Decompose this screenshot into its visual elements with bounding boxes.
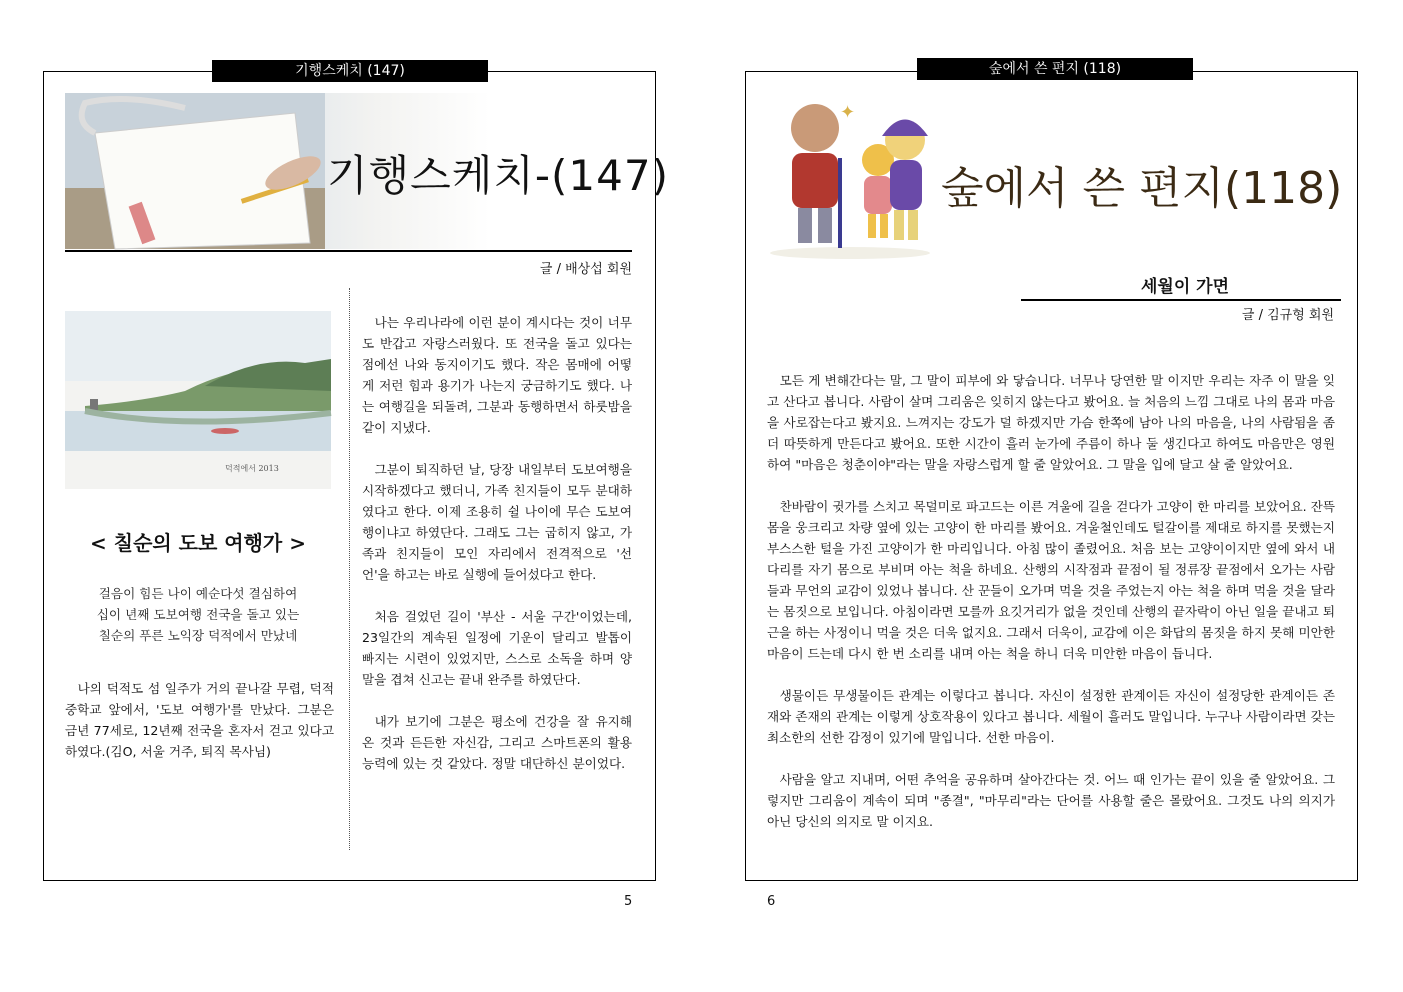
right-subtitle: 세월이 가면 <box>1140 277 1230 297</box>
left-intro <box>65 678 334 783</box>
caption-line: 칠순의 푸른 노익장 덕적에서 만났네 <box>98 628 298 643</box>
left-body <box>362 312 632 795</box>
left-author: 글 / 배상섭 회원 <box>539 262 632 277</box>
right-page-number: 6 <box>767 894 776 909</box>
caption-line: 십이 년째 도보여행 전국을 돌고 있는 <box>96 607 300 622</box>
paragraph: 처음 걸었던 길이 '부산 - 서울 구간'이었는데, 23일간의 계속된 일정에 기운이 달리고 발톱이 빠지는 시련이 있었지만, 스스로 소독을 하며 양말을 겹쳐 신고는 끝내 완주를 하였단다. <box>362 609 632 687</box>
watercolor-painting <box>65 311 331 489</box>
left-caption <box>65 583 331 646</box>
left-banner <box>65 93 669 249</box>
left-subtitle: < 칠순의 도보 여행가 > <box>90 531 306 555</box>
right-body <box>767 370 1335 853</box>
paragraph: 모든 게 변해간다는 말, 그 말이 피부에 와 닿습니다. 너무나 당연한 말 이지만 우리는 자주 이 말을 잊고 산다고 봅니다. 사람이 살며 그리움은 잊히지 않는다고 봤어요. 늘 처음의 느낌 그대로 나의 몸과 마음을 사로잡는다고 봤지요. 느껴지는 강도가 덜 하겠지만 가슴 한쪽에 남아 나의 마음을, 나의 사람됨을 좀 더 따뜻하게 만든다고 봤어요. 또한 시간이 흘러 눈가에 주름이 하나 둘 생긴다고 하여도 마음만은 영원하여 "마음은 청춘이야"라는 말을 자랑스럽게 할 줄 알았어요. 그 말을 입에 달고 살 줄 알았어요. <box>767 373 1335 472</box>
right-banner-title: 숲에서 쓴 편지(118) <box>941 163 1343 214</box>
paragraph: 내가 보기에 그분은 평소에 건강을 잘 유지해 온 것과 든든한 자신감, 그리고 스마트폰의 활용 능력에 있는 것 같았다. 정말 대단하신 분이었다. <box>362 714 632 771</box>
paragraph: 나는 우리나라에 이런 분이 계시다는 것이 너무도 반갑고 자랑스러웠다. 또 전국을 돌고 있다는 점에선 나와 동지이기도 했다. 작은 몸매에 어떻게 저런 힘과 용기가 나는지 궁금하기도 했다. 나는 여행길을 되돌려, 그분과 동행하면서 하룻밤을 같이 지냈다. <box>362 315 632 435</box>
paragraph: 찬바람이 귓가를 스치고 목덜미로 파고드는 이른 겨울에 길을 걷다가 고양이 한 마리를 보았어요. 잔뜩 몸을 웅크리고 차량 옆에 있는 고양이 한 마리를 봤어요. 겨울철인데도 털갈이를 제대로 하지를 못했는지 부스스한 털을 가진 고양이가 한 마리입니다. 아침 많이 졸렸어요. 처음 보는 고양이이지만 옆에 와서 내 다리를 자기 몸으로 부비며 아는 척을 하네요. 산행의 시작점과 끝점이 될 정류장 끝점에서 오가는 사람들과 무언의 교감이 있었나 봅니다. 산 꾼들이 오가며 먹을 것을 주었는지 아는 척을 하며 먹을 것을 달라는 몸짓으로 보입니다. 아침이라면 모를까 요깃거리가 없을 것인데 산행의 끝자락이 아닌 일을 끝내고 퇴근을 하는 사정이니 먹을 것은 더욱 없지요. 그래서 더욱이, 교감에 이은 화답의 몸짓을 하지 못해 미안한 마음이 드는데 다시 한 번 소리를 내며 아는 척을 하니 더욱 미안한 마음이 듭니다. <box>767 499 1335 661</box>
left-banner-rule <box>65 250 632 252</box>
svg-text:✦: ✦ <box>840 102 856 123</box>
right-subtitle-rule <box>1021 299 1341 301</box>
caption-line: 걸음이 힘든 나이 예순다섯 결심하여 <box>98 586 298 601</box>
right-author: 글 / 김규형 회원 <box>1241 308 1334 323</box>
paragraph: 생물이든 무생물이든 관계는 이렇다고 봅니다. 자신이 설정한 관계이든 자신이 설정당한 관계이든 존재와 존재의 관계는 이렇게 상호작용이 있다고 봅니다. 세월이 흘러도 말입니다. 누구나 사람이라면 갖는 최소한의 선한 감정이 있기에 말입니다. 선한 마음이. <box>767 688 1335 745</box>
sketchpad-illustration <box>65 93 325 249</box>
paragraph: 사람을 알고 지내며, 어떤 추억을 공유하며 살아간다는 것. 어느 때 인가는 끝이 있을 줄 알았어요. 그렇지만 그리움이 계속이 되며 "종결", "마무리"라는 단어를 사용할 줄은 몰랐어요. 그것도 나의 의지가 아닌 당신의 의지로 말 이지요. <box>767 772 1335 829</box>
paragraph: 나의 덕적도 섬 일주가 거의 끝나갈 무렵, 덕적 중학교 앞에서, '도보 여행가'를 만났다. 그분은 금년 77세로, 12년째 전국을 혼자서 걷고 있다고 하였다.(김O, 서울 거주, 퇴직 목사님) <box>65 681 334 759</box>
cartoon-hikers-illustration <box>770 98 940 258</box>
paragraph: 그분이 퇴직하던 날, 당장 내일부터 도보여행을 시작하겠다고 했더니, 가족 친지들이 모두 분대하였다고 한다. 이제 조용히 쉴 나이에 무슨 도보여행이냐고 하였단다. 그래도 그는 굽히지 않고, 가족과 친지들이 모인 자리에서 전격적으로 '선언'을 하고는 바로 실행에 들어섰다고 한다. <box>362 462 632 582</box>
column-divider <box>349 288 350 850</box>
left-header-tab: 기행스케치 (147) <box>212 60 488 82</box>
left-page-number: 5 <box>624 894 633 909</box>
right-header-tab: 숲에서 쓴 편지 (118) <box>917 58 1193 80</box>
left-banner-title: 기행스케치-(147) <box>327 151 669 200</box>
svg-text:덕적에서 2013: 덕적에서 2013 <box>225 464 279 473</box>
